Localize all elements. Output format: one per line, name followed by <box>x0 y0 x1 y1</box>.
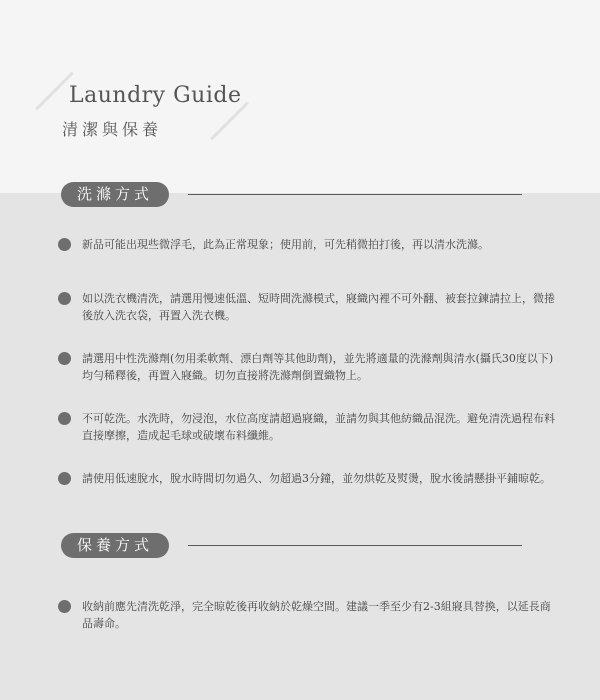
list-item <box>58 290 558 324</box>
list-item <box>58 598 558 632</box>
list-item <box>58 236 558 253</box>
bullet-icon <box>58 412 71 425</box>
list-item-text: 新品可能出現些微浮毛，此為正常現象；使用前，可先稍微拍打後，再以清水洗滌。 <box>82 238 489 251</box>
bullet-icon <box>58 238 71 251</box>
section-heading-care: 保養方式 <box>61 533 169 558</box>
list-item-text: 請選用中性洗滌劑(勿用柔軟劑、漂白劑等其他助劑)，並先將適量的洗滌劑與清水(攝氏30度以下)均勻稀釋後，再置入寢織。切勿直接將洗滌劑倒置織物上。 <box>82 352 554 382</box>
list-item-text: 請使用低速脫水，脫水時間切勿過久、勿超過3分鐘，並勿烘乾及熨燙，脫水後請懸掛平鋪晾乾。 <box>82 472 551 485</box>
bullet-icon <box>58 600 71 613</box>
list-item-text: 不可乾洗。水洗時，勿浸泡，水位高度請超過寢織，並請勿與其他紡織品混洗。避免清洗過程布料直接摩擦，造成起毛球或破壞布料纖維。 <box>82 412 555 442</box>
bullet-icon <box>58 472 71 485</box>
page-title: Laundry Guide <box>69 83 242 108</box>
section-heading-washing: 洗滌方式 <box>61 182 169 207</box>
section-divider <box>188 545 522 546</box>
bullet-icon <box>58 292 71 305</box>
list-item-text: 如以洗衣機清洗，請選用慢速低溫、短時間洗滌模式，寢織內裡不可外翻、被套拉鍊請拉上，微捲後放入洗衣袋，再置入洗衣機。 <box>82 292 555 322</box>
list-item <box>58 410 558 444</box>
list-item <box>58 470 558 487</box>
list-item-text: 收納前應先清洗乾淨，完全晾乾後再收納於乾燥空間。建議一季至少有2-3組寢具替換，以延長商品壽命。 <box>82 600 551 630</box>
bullet-icon <box>58 352 71 365</box>
section-divider <box>188 194 522 195</box>
list-item <box>58 350 558 384</box>
page-subtitle: 清潔與保養 <box>62 120 163 139</box>
